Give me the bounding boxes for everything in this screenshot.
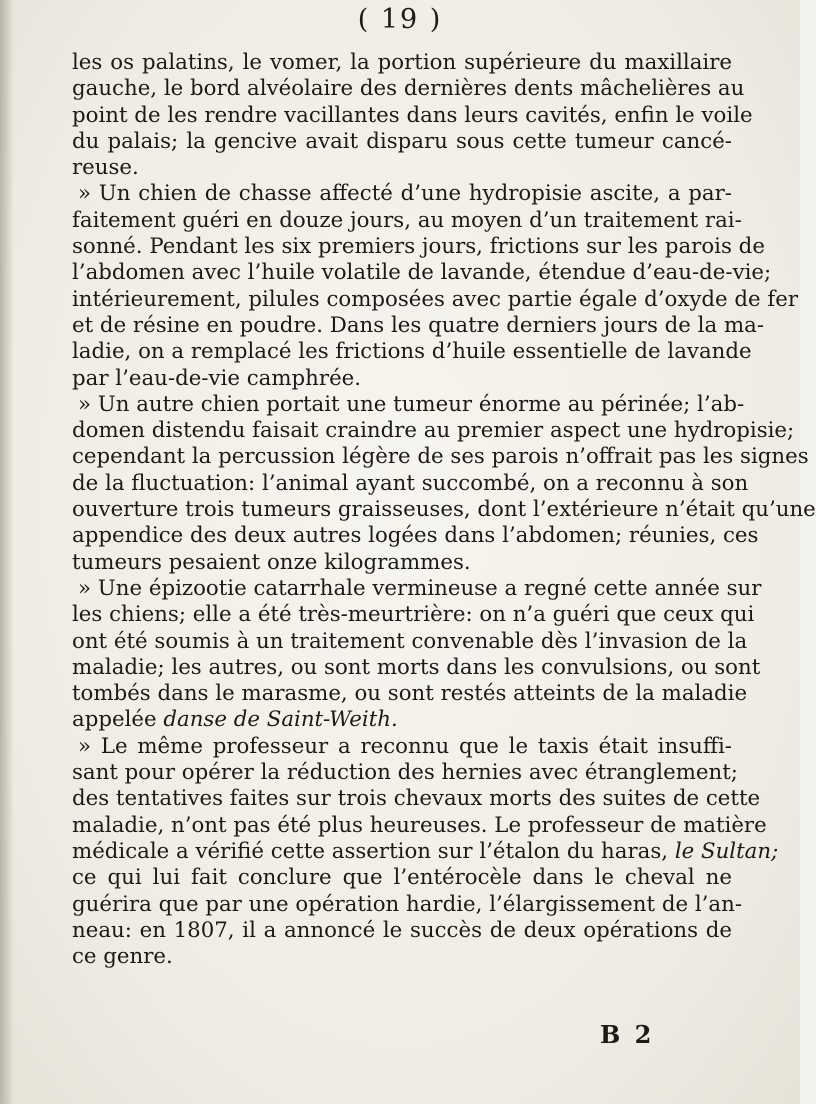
- text-line-roman: médicale a vérifié cette assertion sur l’étalon du haras,: [72, 838, 669, 864]
- text-line: [72, 102, 753, 129]
- text-line-roman: appelée: [72, 707, 157, 733]
- text-line-roman: reuse.: [72, 155, 139, 181]
- text-line-roman: ladie, on a remplacé les frictions d’huile essentielle de lavande: [72, 339, 752, 365]
- text-line: [72, 734, 732, 760]
- text-line: [72, 628, 748, 655]
- text-line: [72, 470, 749, 497]
- text-line-roman: faitement guéri en douze jours, au moyen d’un traitement rai-: [72, 207, 742, 233]
- text-line-roman: gauche, le bord alvéolaire des dernières dents mâchelières au: [72, 76, 745, 102]
- text-line-roman: ouverture trois tumeurs graisseuses, dont l’extérieure n’était qu’une: [72, 497, 816, 523]
- text-line: [72, 918, 732, 944]
- text-line: [72, 550, 732, 576]
- text-line: [72, 812, 767, 839]
- text-line-roman: du palais; la gencive avait disparu sous cette tumeur cancé-: [72, 128, 732, 154]
- text-line: [72, 444, 809, 470]
- text-line: [72, 366, 732, 392]
- text-line-roman: tombés dans le marasme, ou sont restés atteints de la maladie: [72, 681, 748, 707]
- text-line: [72, 786, 761, 812]
- text-line-roman: sant pour opérer la réduction des hernies avec étranglement;: [72, 760, 738, 786]
- text-line: [72, 681, 748, 707]
- text-line: [72, 891, 743, 918]
- text-line-roman: » Un chien de chasse affecté d’une hydropisie ascite, a par-: [78, 181, 732, 207]
- text-line: [72, 207, 742, 234]
- text-line-roman: l’abdomen avec l’huile volatile de lavande, étendue d’eau-de-vie;: [72, 260, 772, 286]
- text-line: [72, 286, 799, 313]
- text-line-roman: » Un autre chien portait une tumeur énorme au périnée; l’ab-: [78, 391, 745, 417]
- text-line: [72, 339, 752, 365]
- text-line-roman: guérira que par une opération hardie, l’élargissement de l’an-: [72, 891, 743, 917]
- body-text: [72, 50, 816, 970]
- text-line-roman: neau: en 1807, il a annoncé le succès de deux opérations de: [72, 917, 732, 943]
- text-line-roman: sonné. Pendant les six premiers jours, frictions sur les parois de: [72, 234, 765, 260]
- text-line-italic: danse de Saint-Weith.: [163, 707, 398, 733]
- text-line: [72, 575, 762, 602]
- text-line: [72, 602, 755, 628]
- text-line: [72, 155, 732, 181]
- text-line-roman: appendice des deux autres logées dans l’abdomen; réunies, ces: [72, 523, 759, 549]
- text-line: [72, 391, 745, 418]
- text-line-roman: » Le même professeur a reconnu que le taxis était insuffi-: [78, 733, 732, 759]
- text-line: [72, 76, 745, 102]
- text-line: [72, 260, 772, 286]
- text-line-roman: les chiens; elle a été très-meurtrière: on n’a guéri que ceux qui: [72, 602, 755, 628]
- text-line: [72, 312, 765, 339]
- text-line-roman: ont été soumis à un traitement convenable dès l’invasion de la: [72, 628, 748, 654]
- text-line: [72, 838, 779, 865]
- text-line-roman: les os palatins, le vomer, la portion supérieure du maxillaire: [72, 50, 732, 75]
- text-line-roman: ce genre.: [72, 944, 173, 970]
- text-line-roman: maladie; les autres, ou sont morts dans les convulsions, ou sont: [72, 654, 761, 680]
- text-line-roman: point de les rendre vacillantes dans leurs cavités, enfin le voile: [72, 102, 753, 128]
- text-line: [72, 523, 759, 549]
- text-line-roman: ce qui lui fait conclure que l’entérocèle dans le cheval ne: [72, 865, 732, 891]
- page-number: ( 19 ): [357, 4, 443, 35]
- page-spine-shadow: [0, 0, 14, 1104]
- text-line: [72, 234, 765, 260]
- text-line-roman: » Une épizootie catarrhale vermineuse a regné cette année sur: [78, 575, 762, 601]
- text-line-roman: de la fluctuation: l’animal ayant succombé, on a reconnu à son: [72, 470, 749, 496]
- text-line-roman: par l’eau-de-vie camphrée.: [72, 365, 362, 391]
- text-line-italic: le Sultan;: [674, 838, 779, 864]
- text-line-roman: cependant la percussion légère de ses parois n’offrait pas les signes: [72, 444, 809, 470]
- text-line-roman: des tentatives faites sur trois chevaux morts des suites de cette: [72, 786, 761, 812]
- text-line: [72, 944, 732, 970]
- signature-mark: B 2: [600, 1020, 655, 1049]
- text-line: [72, 129, 732, 155]
- text-line-roman: domen distendu faisait craindre au premier aspect une hydropisie;: [72, 418, 795, 444]
- text-line-roman: intérieurement, pilules composées avec partie égale d’oxyde de fer: [72, 286, 799, 312]
- text-line: [72, 865, 732, 891]
- text-line: [72, 654, 761, 681]
- text-line: [72, 707, 732, 733]
- text-line: [72, 181, 732, 207]
- text-line-roman: maladie, n’ont pas été plus heureuses. Le professeur de matière: [72, 812, 767, 838]
- text-line-roman: tumeurs pesaient onze kilogrammes.: [72, 549, 471, 575]
- text-line: [72, 497, 816, 523]
- text-line: [72, 50, 732, 76]
- text-line: [72, 418, 795, 444]
- text-line: [72, 760, 738, 786]
- text-line-roman: et de résine en poudre. Dans les quatre derniers jours de la ma-: [72, 312, 765, 338]
